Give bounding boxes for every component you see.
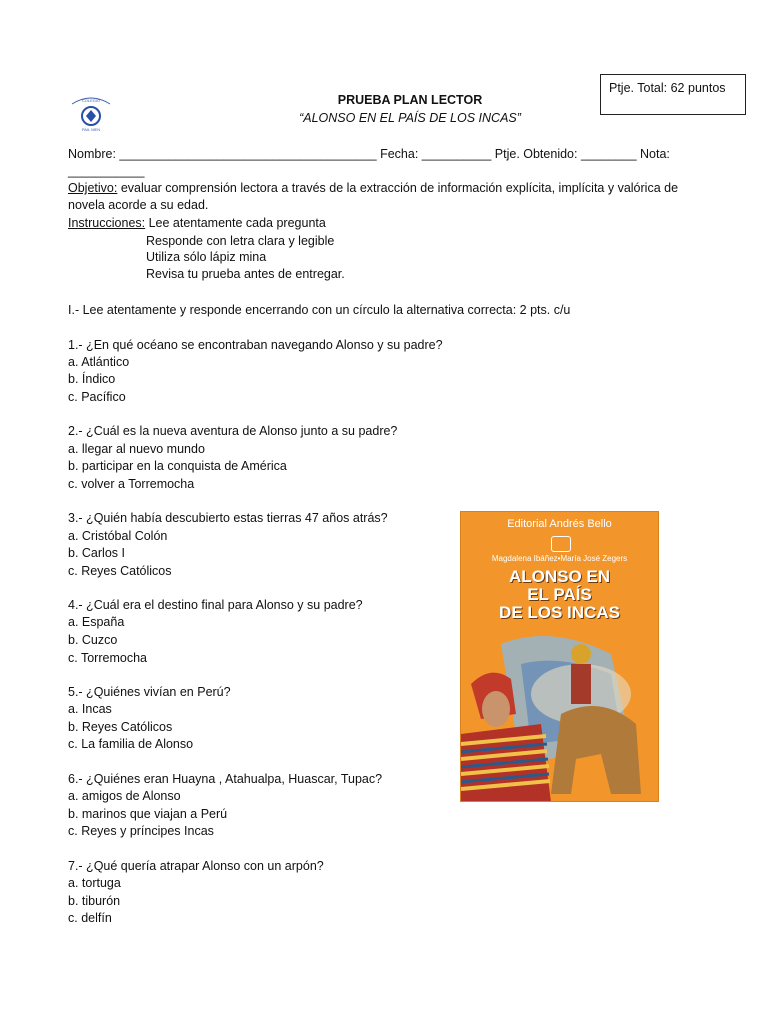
total-score-label: Ptje. Total: 62 puntos: [609, 81, 726, 95]
objective-label: Objetivo:: [68, 181, 118, 195]
question: 7.- ¿Qué quería atrapar Alonso con un arpón?: [68, 859, 324, 873]
question: 1.- ¿En qué océano se encontraban navegando Alonso y su padre?: [68, 338, 443, 352]
option-a: a. amigos de Alonso: [68, 789, 181, 803]
option-b: b. Reyes Católicos: [68, 720, 173, 734]
option-a: a. Cristóbal Colón: [68, 529, 168, 543]
book-publisher: Editorial Andrés Bello: [507, 518, 612, 530]
book-authors: Magdalena Ibáñez•María José Zegers: [491, 554, 628, 563]
question: 3.- ¿Quién había descubierto estas tierras 47 años atrás?: [68, 511, 388, 525]
question: 5.- ¿Quiénes vivían en Perú?: [68, 685, 231, 699]
option-c: c. Pacífico: [68, 390, 126, 404]
option-b: b. participar en la conquista de América: [68, 459, 287, 473]
option-c: c. volver a Torremocha: [68, 477, 195, 491]
option-b: b. Carlos I: [68, 546, 125, 560]
option-b: b. tiburón: [68, 894, 121, 908]
option-a: a. llegar al nuevo mundo: [68, 442, 205, 456]
section-heading: I.- Lee atentamente y responde encerrando con un círculo la alternativa correcta: 2 pts. c/u: [68, 303, 571, 317]
instructions-label: Instrucciones:: [68, 216, 146, 230]
option-a: a. Atlántico: [68, 355, 130, 369]
objective-text: evaluar comprensión lectora a través de la extracción de información explícita, implícita y valórica de: [117, 181, 679, 195]
cover-illustration-icon: [461, 624, 658, 802]
test-title: PRUEBA PLAN LECTOR: [337, 93, 483, 107]
option-b: b. Índico: [68, 372, 116, 386]
instruction-item: Lee atentamente cada pregunta: [145, 216, 326, 230]
book-title-line: EL PAÍS: [527, 585, 592, 604]
option-c: c. La familia de Alonso: [68, 737, 194, 751]
book-title-subtitle: “ALONSO EN EL PAÍS DE LOS INCAS”: [299, 111, 521, 125]
option-a: a. Incas: [68, 702, 112, 716]
instruction-item: Revisa tu prueba antes de entregar.: [146, 267, 345, 281]
grade-blank: ___________: [68, 164, 145, 178]
book-title-line: DE LOS INCAS: [499, 603, 620, 622]
student-info-line: [68, 146, 670, 163]
instruction-item: Responde con letra clara y legible: [146, 234, 335, 248]
book-title-line: ALONSO EN: [508, 567, 611, 586]
option-c: c. delfín: [68, 911, 112, 925]
option-b: b. Cuzco: [68, 633, 118, 647]
book-cover-image: [460, 511, 659, 802]
option-c: c. Reyes Católicos: [68, 564, 172, 578]
option-c: c. Reyes y príncipes Incas: [68, 824, 214, 838]
instruction-item: Utiliza sólo lápiz mina: [146, 250, 267, 264]
student-info-fields: Nombre: _____________________________________ Fecha: __________ Ptje. Obtenido: ________ Nota:: [68, 147, 670, 161]
question: 2.- ¿Cuál es la nueva aventura de Alonso junto a su padre?: [68, 424, 398, 438]
book-cover-title: [461, 568, 658, 622]
option-b: b. marinos que viajan a Perú: [68, 807, 228, 821]
question: 6.- ¿Quiénes eran Huayna , Atahualpa, Huascar, Tupac?: [68, 772, 383, 786]
option-a: a. tortuga: [68, 876, 121, 890]
objective-text-cont: novela acorde a su edad.: [68, 198, 209, 212]
question: 4.- ¿Cuál era el destino final para Alonso y su padre?: [68, 598, 363, 612]
publisher-emblem-icon: [551, 536, 571, 552]
option-a: a. España: [68, 615, 125, 629]
objective-line: [68, 180, 678, 197]
svg-text:PAIL MEN: PAIL MEN: [81, 127, 101, 132]
svg-text:COLEGIO: COLEGIO: [81, 98, 101, 103]
instructions-line: [68, 215, 326, 232]
option-c: c. Torremocha: [68, 651, 147, 665]
